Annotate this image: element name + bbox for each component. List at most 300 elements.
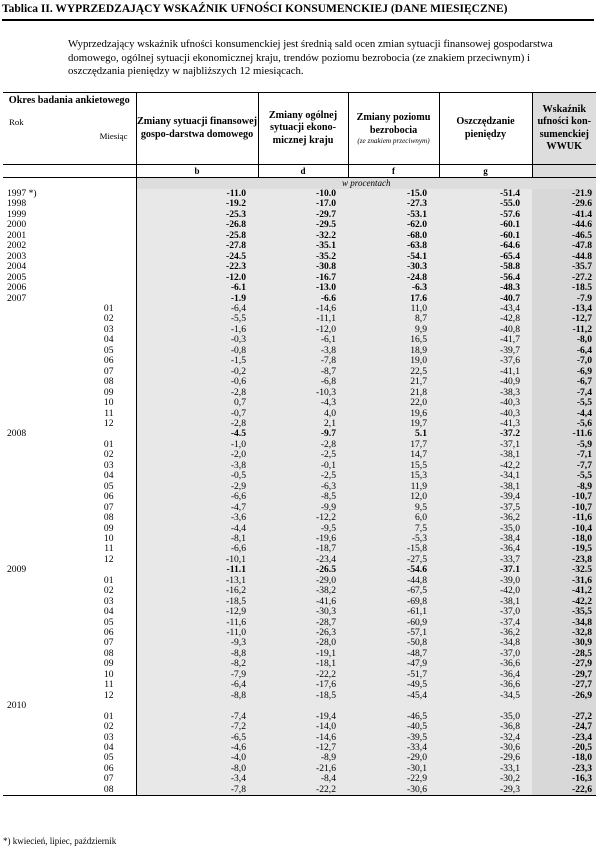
value-cell: -17,6 (258, 680, 348, 690)
value-cell: 22,0 (348, 398, 439, 408)
period-cell: 04 (3, 607, 136, 617)
month-row (3, 607, 596, 617)
month-row (3, 398, 596, 408)
value-cell: 22,5 (348, 367, 439, 377)
value-cell: 14,7 (348, 450, 439, 460)
value-cell: -15,8 (348, 544, 439, 554)
value-cell: -36,8 (439, 722, 532, 732)
value-cell: -40,3 (439, 409, 532, 419)
value-cell: -40,3 (439, 398, 532, 408)
value-cell: -27,2 (532, 712, 596, 722)
value-cell: -6,5 (136, 733, 258, 743)
value-cell: -36,4 (439, 544, 532, 554)
period-cell: 2005 (3, 273, 136, 283)
value-cell: -30,9 (532, 638, 596, 648)
value-cell: -38,4 (439, 534, 532, 544)
period-cell: 02 (3, 722, 136, 732)
value-cell: -22,9 (348, 774, 439, 784)
value-cell: -34,8 (439, 638, 532, 648)
value-cell: -6,4 (136, 680, 258, 690)
value-cell: -16.7 (258, 273, 348, 283)
value-cell: -26,3 (258, 628, 348, 638)
header-savings: Oszczędzanie pieniędzy (439, 93, 532, 165)
period-label: Okres badania ankietowego (8, 95, 130, 106)
value-cell: -12.0 (136, 273, 258, 283)
value-cell: -4,4 (136, 524, 258, 534)
value-cell: 11,0 (348, 304, 439, 314)
value-cell: -13,4 (532, 304, 596, 314)
period-cell: 2008 (3, 429, 136, 439)
value-cell: -3,6 (136, 513, 258, 523)
value-cell: -2,0 (136, 450, 258, 460)
value-cell: -29,7 (532, 670, 596, 680)
period-cell: 2002 (3, 241, 136, 251)
value-cell: -41,3 (439, 419, 532, 429)
value-cell: -15.0 (348, 189, 439, 199)
value-cell: -6.3 (348, 283, 439, 293)
value-cell: -27.8 (136, 241, 258, 251)
value-cell: 15,3 (348, 471, 439, 481)
value-cell: -6,7 (532, 377, 596, 387)
value-cell: -11,2 (532, 325, 596, 335)
value-cell: -30,1 (348, 764, 439, 774)
value-cell: -11.1 (136, 565, 258, 575)
value-cell: -1,6 (136, 325, 258, 335)
value-cell: -16,2 (136, 586, 258, 596)
value-cell: -65.4 (439, 252, 532, 262)
value-cell: -28,0 (258, 638, 348, 648)
value-cell: -35.2 (258, 252, 348, 262)
value-cell: -27,7 (532, 680, 596, 690)
value-cell: -0,7 (136, 409, 258, 419)
value-cell: -8,9 (258, 753, 348, 763)
value-cell: -26.8 (136, 220, 258, 230)
value-cell: -1,0 (136, 440, 258, 450)
value-cell: -2,8 (258, 440, 348, 450)
value-cell: 19,0 (348, 356, 439, 366)
value-cell: -12,9 (136, 607, 258, 617)
value-cell: -11.6 (532, 429, 596, 439)
value-cell: 21,7 (348, 377, 439, 387)
value-cell: -11,1 (258, 314, 348, 324)
period-cell: 2010 (3, 701, 136, 711)
value-cell: -7,0 (532, 356, 596, 366)
value-cell: 7,5 (348, 524, 439, 534)
value-cell: -36,2 (439, 628, 532, 638)
value-cell: -23,4 (258, 555, 348, 565)
value-cell: 16,5 (348, 335, 439, 345)
value-cell: -33,1 (439, 764, 532, 774)
period-cell: 2000 (3, 220, 136, 230)
value-cell: -28,7 (258, 618, 348, 628)
period-cell: 10 (3, 670, 136, 680)
value-cell: -11.0 (136, 189, 258, 199)
value-cell: -6,1 (258, 335, 348, 345)
value-cell: -18,0 (532, 534, 596, 544)
value-cell: 12,0 (348, 492, 439, 502)
value-cell: -28,5 (532, 649, 596, 659)
month-row (3, 722, 596, 732)
header-household-finance: Zmiany sytuacji finansowej gospo-darstwa domowego (136, 93, 258, 165)
value-cell: -14,6 (258, 304, 348, 314)
value-cell: -5,3 (348, 534, 439, 544)
value-cell: -34,5 (439, 691, 532, 701)
value-cell: -33,4 (348, 743, 439, 753)
value-cell: -13,1 (136, 576, 258, 586)
value-cell: -9.7 (258, 429, 348, 439)
period-cell: 10 (3, 398, 136, 408)
value-cell: -6,9 (532, 367, 596, 377)
value-cell: -30,3 (258, 607, 348, 617)
value-cell: -27,5 (348, 555, 439, 565)
value-cell: -0,5 (136, 471, 258, 481)
value-cell: -10,1 (136, 555, 258, 565)
value-cell: -9,3 (136, 638, 258, 648)
consumer-confidence-table (3, 92, 596, 796)
value-cell: -48.3 (439, 283, 532, 293)
value-cell: -4,0 (136, 753, 258, 763)
value-cell: -54.1 (348, 252, 439, 262)
period-cell: 07 (3, 638, 136, 648)
value-cell: -8,9 (532, 482, 596, 492)
value-cell: 19,7 (348, 419, 439, 429)
value-cell: -41,2 (532, 586, 596, 596)
value-cell: 8,7 (348, 314, 439, 324)
value-cell: -35,0 (439, 524, 532, 534)
value-cell: -8,0 (532, 335, 596, 345)
period-cell: 2007 (3, 294, 136, 304)
value-cell: -32,4 (439, 733, 532, 743)
value-cell: -60.1 (439, 231, 532, 241)
period-cell: 1999 (3, 210, 136, 220)
letter-cell: g (439, 165, 532, 178)
value-cell: -13.0 (258, 283, 348, 293)
period-cell: 08 (3, 649, 136, 659)
value-cell: -21.9 (532, 189, 596, 199)
value-cell: -6,3 (258, 482, 348, 492)
value-cell: -5,5 (532, 471, 596, 481)
period-cell: 2009 (3, 565, 136, 575)
value-cell: -47.8 (532, 241, 596, 251)
value-cell: -29.5 (258, 220, 348, 230)
value-cell: -56.4 (439, 273, 532, 283)
value-cell: -8,8 (136, 649, 258, 659)
value-cell: -23,3 (532, 764, 596, 774)
value-cell: -8,0 (136, 764, 258, 774)
value-cell: -0,3 (136, 335, 258, 345)
value-cell: -44,8 (348, 576, 439, 586)
intro-paragraph: Wyprzedzający wskaźnik ufności konsumenckiej jest średnią sald ocen zmian sytuacji finansowej gospodarstwa domowego, ogólnej sytuacji ekonomicznej kraju, trendów poziomu bezrobocia (ze znakiem przeciwnym) i oszczędzania pieniędzy w najbliższych 12 miesiącach. (68, 38, 553, 78)
value-cell: -23,4 (532, 733, 596, 743)
value-cell: -0,6 (136, 377, 258, 387)
value-cell: -25.8 (136, 231, 258, 241)
column-letters-row (3, 165, 596, 178)
value-cell: -7,2 (136, 722, 258, 732)
value-cell: -30,6 (439, 743, 532, 753)
value-cell: -18,7 (258, 544, 348, 554)
value-cell: -3,4 (136, 774, 258, 784)
value-cell: -30,2 (439, 774, 532, 784)
value-cell: -38,2 (258, 586, 348, 596)
period-cell: 11 (3, 680, 136, 690)
value-cell: -2,9 (136, 482, 258, 492)
value-cell: -7,1 (532, 450, 596, 460)
value-cell: -63.8 (348, 241, 439, 251)
value-cell: -39,0 (439, 576, 532, 586)
value-cell: -6,6 (136, 544, 258, 554)
letter-cell: f (348, 165, 439, 178)
month-row (3, 691, 596, 701)
value-cell: -40,9 (439, 377, 532, 387)
value-cell: -40,5 (348, 722, 439, 732)
year-row (3, 283, 596, 293)
value-cell: -7,8 (258, 356, 348, 366)
value-cell: -42,0 (439, 586, 532, 596)
value-cell: -37,5 (439, 503, 532, 513)
period-cell: 05 (3, 346, 136, 356)
value-cell: -57,1 (348, 628, 439, 638)
value-cell: -9,5 (258, 524, 348, 534)
period-cell: 05 (3, 618, 136, 628)
value-cell: -35,5 (532, 607, 596, 617)
value-cell: -12,0 (258, 325, 348, 335)
value-cell: -8,4 (258, 774, 348, 784)
value-cell: -0,1 (258, 461, 348, 471)
value-cell: 6,0 (348, 513, 439, 523)
value-cell: 11,9 (348, 482, 439, 492)
value-cell: -46.5 (532, 231, 596, 241)
period-cell: 05 (3, 753, 136, 763)
letter-cell: b (136, 165, 258, 178)
value-cell: -4.5 (136, 429, 258, 439)
period-cell: 01 (3, 304, 136, 314)
period-header (3, 93, 136, 165)
value-cell: -19,5 (532, 544, 596, 554)
value-cell: -25.3 (136, 210, 258, 220)
value-cell: -2,8 (136, 388, 258, 398)
period-cell: 06 (3, 628, 136, 638)
value-cell: -55.0 (439, 199, 532, 209)
value-cell: -36,6 (439, 659, 532, 669)
value-cell: -18,1 (258, 659, 348, 669)
period-cell: 05 (3, 482, 136, 492)
value-cell: -37,0 (439, 607, 532, 617)
value-cell: -32.5 (532, 565, 596, 575)
value-cell: -6,4 (532, 346, 596, 356)
value-cell: -57.6 (439, 210, 532, 220)
value-cell: -10,7 (532, 503, 596, 513)
value-cell: -19,6 (258, 534, 348, 544)
value-cell: -8,8 (136, 691, 258, 701)
period-cell: 04 (3, 335, 136, 345)
value-cell: -10,7 (532, 492, 596, 502)
value-cell: -26.5 (258, 565, 348, 575)
value-cell: -42,2 (532, 597, 596, 607)
value-cell: -53.1 (348, 210, 439, 220)
value-cell: -45,4 (348, 691, 439, 701)
value-cell: -50,8 (348, 638, 439, 648)
value-cell: -27.3 (348, 199, 439, 209)
month-row (3, 785, 596, 796)
value-cell: -29,0 (348, 753, 439, 763)
period-cell: 06 (3, 764, 136, 774)
value-cell: -19,4 (258, 712, 348, 722)
value-cell: -22,2 (258, 670, 348, 680)
value-cell: -68.0 (348, 231, 439, 241)
period-cell: 12 (3, 691, 136, 701)
value-cell: -33,7 (439, 555, 532, 565)
value-cell: -36,6 (439, 680, 532, 690)
value-cell: -34,1 (439, 471, 532, 481)
value-cell: -18,5 (258, 691, 348, 701)
period-cell: 2003 (3, 252, 136, 262)
letter-cell (3, 165, 136, 178)
value-cell: 9,9 (348, 325, 439, 335)
letter-cell: d (258, 165, 348, 178)
value-cell: -24.8 (348, 273, 439, 283)
period-cell: 09 (3, 659, 136, 669)
value-cell: -35.1 (258, 241, 348, 251)
value-cell: 2,1 (258, 419, 348, 429)
value-cell: 17,7 (348, 440, 439, 450)
value-cell: -27.2 (532, 273, 596, 283)
value-cell: -4,3 (258, 398, 348, 408)
value-cell: -38,1 (439, 450, 532, 460)
unemployment-label: Zmiany poziomu bezrobocia (356, 112, 431, 136)
value-cell: -5,5 (136, 314, 258, 324)
value-cell: -39,7 (439, 346, 532, 356)
value-cell: -40.7 (439, 294, 532, 304)
period-cell: 03 (3, 461, 136, 471)
value-cell: 9,5 (348, 503, 439, 513)
table-title: Tablica II. WYPRZEDZAJĄCY WSKAŹNIK UFNOŚCI KONSUMENCKIEJ (DANE MIESIĘCZNE) (2, 1, 594, 21)
value-cell: -23,8 (532, 555, 596, 565)
value-cell: -37,0 (439, 649, 532, 659)
value-cell: -51.4 (439, 189, 532, 199)
value-cell: -19,1 (258, 649, 348, 659)
value-cell: -69,8 (348, 597, 439, 607)
value-cell: -3,8 (258, 346, 348, 356)
value-cell: -8,5 (258, 492, 348, 502)
value-cell: -18.5 (532, 283, 596, 293)
value-cell: -61,1 (348, 607, 439, 617)
value-cell: -11,0 (136, 628, 258, 638)
value-cell: -44.8 (532, 252, 596, 262)
value-cell: -64.6 (439, 241, 532, 251)
value-cell: -6,6 (136, 492, 258, 502)
value-cell: -37,1 (439, 440, 532, 450)
value-cell: -6.6 (258, 294, 348, 304)
period-cell: 11 (3, 409, 136, 419)
value-cell: -32.2 (258, 231, 348, 241)
value-cell: -37.1 (439, 565, 532, 575)
value-cell: 17.6 (348, 294, 439, 304)
year-label: Rok (9, 116, 24, 127)
value-cell: -8,1 (136, 534, 258, 544)
value-cell: -3,8 (136, 461, 258, 471)
unemployment-note: (ze znakiem przeciwnym) (357, 137, 430, 145)
value-cell: -10.0 (258, 189, 348, 199)
value-cell: -26,9 (532, 691, 596, 701)
letter-cell (532, 165, 596, 178)
period-cell: 2004 (3, 262, 136, 272)
value-cell: -12,2 (258, 513, 348, 523)
period-cell: 07 (3, 503, 136, 513)
period-cell: 2006 (3, 283, 136, 293)
value-cell: -1,5 (136, 356, 258, 366)
value-cell: -8,2 (136, 659, 258, 669)
month-row (3, 513, 596, 523)
value-cell: -6.1 (136, 283, 258, 293)
period-cell: 08 (3, 377, 136, 387)
period-cell: 2001 (3, 231, 136, 241)
period-cell: 12 (3, 555, 136, 565)
period-cell: 07 (3, 774, 136, 784)
value-cell: -0,8 (136, 346, 258, 356)
table-body (3, 189, 596, 796)
value-cell: -41,7 (439, 335, 532, 345)
value-cell: -44.6 (532, 220, 596, 230)
value-cell: -7,4 (532, 388, 596, 398)
value-cell: -14,0 (258, 722, 348, 732)
period-cell: 01 (3, 440, 136, 450)
period-cell: 03 (3, 733, 136, 743)
period-cell: 12 (3, 419, 136, 429)
value-cell: -60,9 (348, 618, 439, 628)
header-unemployment (348, 93, 439, 165)
value-cell: 15,5 (348, 461, 439, 471)
footnote: *) kwiecień, lipiec, październik (3, 836, 117, 846)
period-cell: 06 (3, 492, 136, 502)
value-cell: -35.7 (532, 262, 596, 272)
value-cell: -22.3 (136, 262, 258, 272)
value-cell: -29,6 (439, 753, 532, 763)
period-cell: 08 (3, 513, 136, 523)
value-cell: -18,5 (136, 597, 258, 607)
period-cell: 03 (3, 597, 136, 607)
value-cell: -41,6 (258, 597, 348, 607)
value-cell: -37,4 (439, 618, 532, 628)
value-cell: -0,2 (136, 367, 258, 377)
value-cell: 19,6 (348, 409, 439, 419)
period-cell: 02 (3, 586, 136, 596)
value-cell: -42,8 (439, 314, 532, 324)
value-cell: -4,4 (532, 409, 596, 419)
value-cell: -36,2 (439, 513, 532, 523)
value-cell: -29.6 (532, 199, 596, 209)
value-cell: -17.0 (258, 199, 348, 209)
value-cell: -5,6 (532, 419, 596, 429)
value-cell: -30.3 (348, 262, 439, 272)
value-cell: -1.9 (136, 294, 258, 304)
value-cell: -43,4 (439, 304, 532, 314)
value-cell: -24,7 (532, 722, 596, 732)
value-cell: -12,7 (258, 743, 348, 753)
value-cell: -49,5 (348, 680, 439, 690)
value-cell: -5,5 (532, 398, 596, 408)
value-cell: -32,8 (532, 628, 596, 638)
value-cell: -29.7 (258, 210, 348, 220)
value-cell: -41.4 (532, 210, 596, 220)
value-cell: -6,8 (258, 377, 348, 387)
value-cell: -46,5 (348, 712, 439, 722)
period-cell: 02 (3, 314, 136, 324)
period-cell: 1998 (3, 199, 136, 209)
value-cell: -7,9 (136, 670, 258, 680)
period-cell: 10 (3, 534, 136, 544)
value-cell: -42,2 (439, 461, 532, 471)
value-cell: -21,6 (258, 764, 348, 774)
